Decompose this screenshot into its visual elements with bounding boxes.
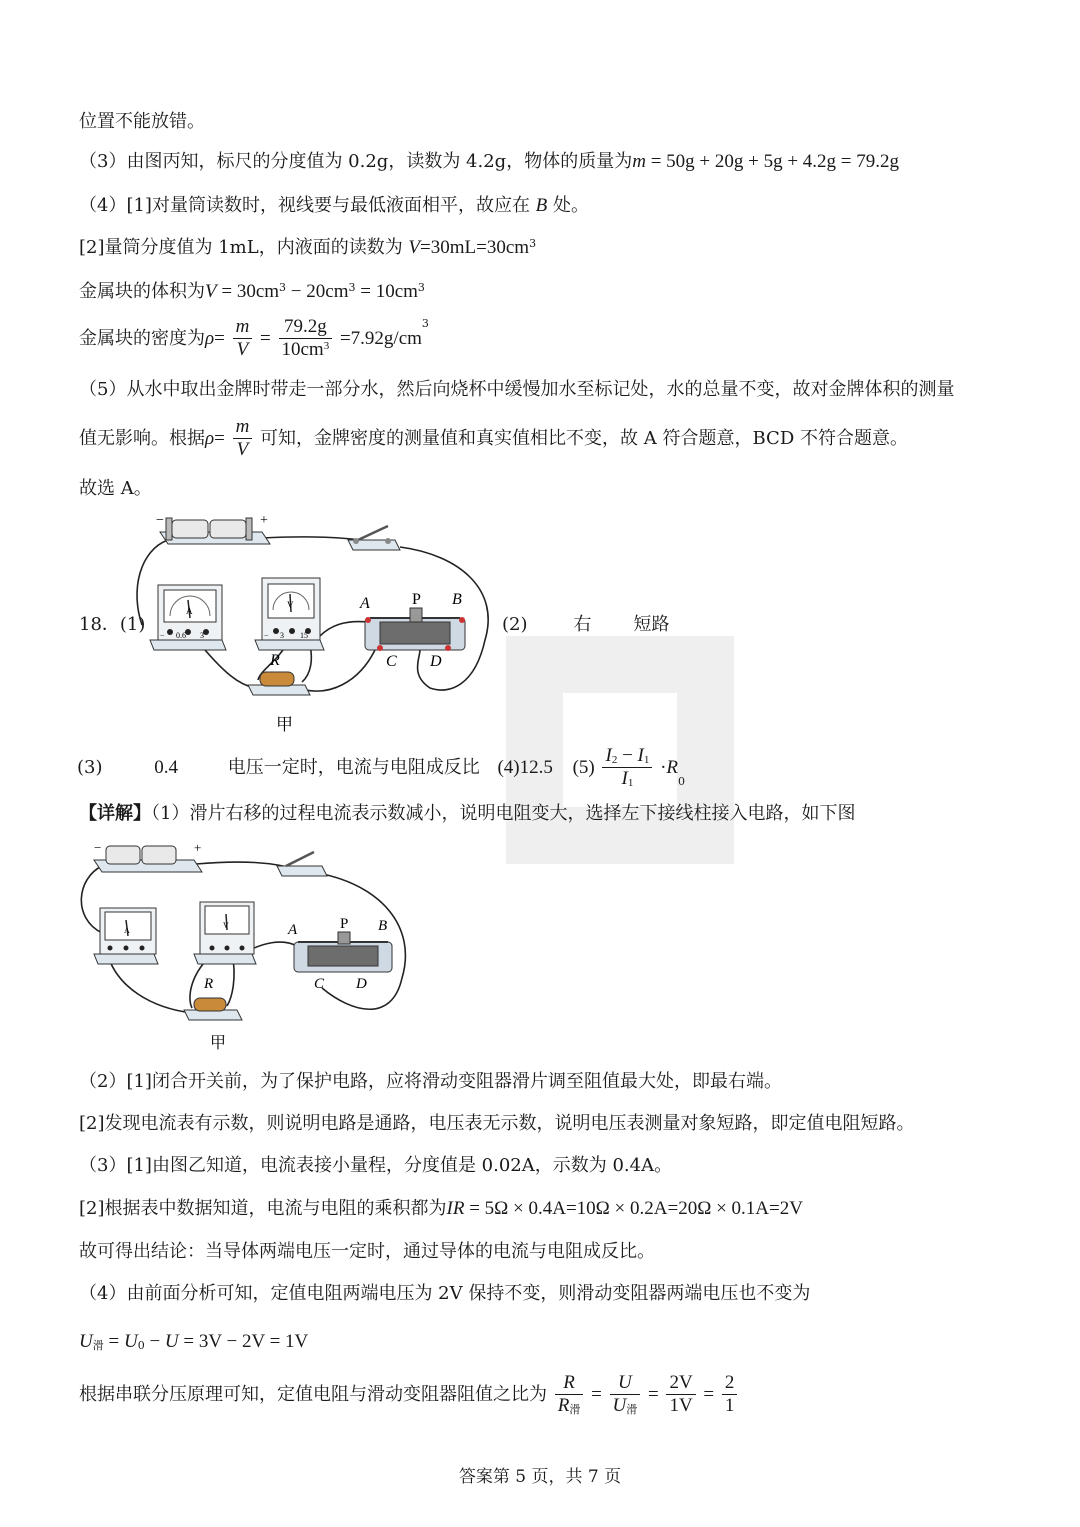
circuit-caption: 甲 [276, 715, 293, 734]
rheostat-icon [359, 591, 465, 670]
paragraph-3: （3）由图丙知，标尺的分度值为 0.2g，读数为 4.2g，物体的质量为m = 50g + 20g + 5g + 4.2g = 79.2g [79, 151, 900, 172]
rheostat-label-d: D [430, 653, 442, 670]
rheostat-label-c: C [386, 653, 397, 670]
paragraph-1: 位置不能放错。 [79, 111, 205, 132]
resistor-label: R [270, 652, 280, 669]
detail-7: （4）由前面分析可知，定值电阻两端电压为 2V 保持不变，则滑动变阻器两端电压也不变为 [79, 1283, 811, 1304]
battery-minus-label: − [156, 513, 164, 528]
detail-9-ratio: 根据串联分压原理可知，定值电阻与滑动变阻器阻值之比为 $\frac{R}{R_滑}$ = $\frac{U}{U_滑}$ = $\frac{2V}{1V}$ = $\frac{2}{1}$ [79, 1372, 739, 1428]
q18-answer-2: (2) 右 短路 [502, 614, 670, 635]
detail-2: （2）[1]闭合开关前，为了保护电路，应将滑动变阻器滑片调至阻值最大处，即最右端。 [79, 1071, 782, 1092]
resistor-label-2: R [204, 976, 214, 992]
battery-minus-label-2: − [94, 840, 102, 855]
fraction-mass-over-volume: $\frac{79.2g}{10cm^3}$ [279, 316, 333, 361]
ammeter-icon [150, 585, 226, 650]
circuit-diagram-2 [72, 838, 422, 1058]
ammeter-symbol: A [186, 606, 193, 616]
rheostat-label-p: P [412, 591, 421, 608]
voltmeter-icon-2 [194, 902, 256, 964]
ratio-fraction-2: $\frac{U}{U_滑}$ [610, 1372, 641, 1417]
paragraph-10: 故选 A。 [79, 478, 152, 499]
paragraph-5: [2]量筒分度值为 1mL，内液面的读数为 $V=30mL=30cm^3$ [79, 237, 537, 258]
paragraph-7-density: 金属块的密度为ρ= $\frac{m}{V}$ = $\frac{79.2g}{10cm^3}$ $=7.92g/cm^3$ [79, 316, 429, 360]
fraction-m-over-v: $\frac{m}{V}$ [233, 316, 253, 361]
q18-answer-row: (3) 0.4 电压一定时，电流与电阻成反比 (4)12.5 (5) $\frac{I_2 - I_1}{I_1}$ $\cdot R_0$ [77, 745, 686, 789]
voltmeter-symbol-2: V [223, 921, 229, 930]
voltmeter-terminal-15: 15 [300, 631, 308, 640]
battery-plus-label-2: + [194, 840, 202, 855]
voltmeter-symbol: V [287, 600, 294, 610]
rheostat-label-a: A [360, 595, 370, 612]
paragraph-8: （5）从水中取出金牌时带走一部分水，然后向烧杯中缓慢加水至标记处，水的总量不变，故对金牌体积的测量 [79, 379, 955, 400]
battery-plus-label: + [260, 513, 268, 528]
voltmeter-terminal-minus: − [264, 631, 269, 640]
fraction-m-over-v-2: $\frac{m}{V}$ [233, 416, 253, 461]
battery-icon-2 [94, 840, 202, 872]
switch-icon-2 [277, 852, 327, 876]
detail-paragraph: 【详解】（1）滑片右移的过程电流表示数减小，说明电阻变大，选择左下接线柱接入电路，如下图 [79, 803, 856, 824]
detail-5: [2]根据表中数据知道，电流与电阻的乘积都为IR = 5Ω × 0.4A=10Ω × 0.2A=20Ω × 0.1A=2V [79, 1198, 803, 1219]
switch-icon [348, 526, 400, 550]
answer-5-fraction: $\frac{I_2 - I_1}{I_1}$ [602, 745, 652, 790]
rheostat-label-d-2: D [356, 976, 367, 992]
rheostat-icon-2 [287, 916, 392, 992]
circuit-caption-2: 甲 [210, 1035, 227, 1052]
detail-8-formula: $U_滑 = U_0 - U = 3V - 2V = 1V$ [79, 1331, 309, 1352]
rheostat-label-a-2: A [288, 922, 298, 938]
paragraph-6: 金属块的体积为$V = 30cm^3 - 20cm^3 = 10cm^3$ [79, 281, 425, 302]
detail-4: （3）[1]由图乙知道，电流表接小量程，分度值是 0.02A，示数为 0.4A。 [79, 1155, 673, 1176]
ammeter-terminal-minus: − [160, 631, 165, 640]
page-footer: 答案第 5 页，共 7 页 [458, 1467, 622, 1487]
q18-number: 18．(1) [79, 614, 146, 635]
rheostat-label-p-2: P [340, 916, 349, 932]
rheostat-label-b-2: B [378, 918, 388, 934]
circuit-diagram-1 [130, 510, 500, 745]
ammeter-terminal-3: 3 [200, 631, 204, 640]
resistor-icon [248, 652, 310, 695]
battery-icon [156, 513, 270, 544]
rheostat-label-c-2: C [314, 976, 325, 992]
ammeter-symbol-2: A [124, 926, 130, 935]
voltmeter-icon [255, 578, 324, 650]
paragraph-4: （4）[1]对量筒读数时，视线要与最低液面相平，故应在 B 处。 [79, 195, 590, 216]
ammeter-icon-2 [94, 908, 158, 964]
ratio-fraction-4: $\frac{2}{1}$ [722, 1372, 738, 1417]
ratio-fraction-1: $\frac{R}{R_滑}$ [555, 1372, 584, 1417]
ammeter-terminal-06: 0.6 [176, 631, 186, 640]
paragraph-9: 值无影响。根据ρ= $\frac{m}{V}$ 可知，金牌密度的测量值和真实值相比不变，故 A 符合题意，BCD 不符合题意。 [79, 416, 908, 460]
rheostat-label-b: B [452, 591, 462, 608]
voltmeter-terminal-3: 3 [280, 631, 284, 640]
detail-3: [2]发现电流表有示数，则说明电路是通路，电压表无示数，说明电压表测量对象短路，即定值电阻短路。 [79, 1113, 915, 1134]
detail-6: 故可得出结论：当导体两端电压一定时，通过导体的电流与电阻成反比。 [79, 1241, 655, 1262]
ratio-fraction-3: $\frac{2V}{1V}$ [666, 1372, 695, 1417]
